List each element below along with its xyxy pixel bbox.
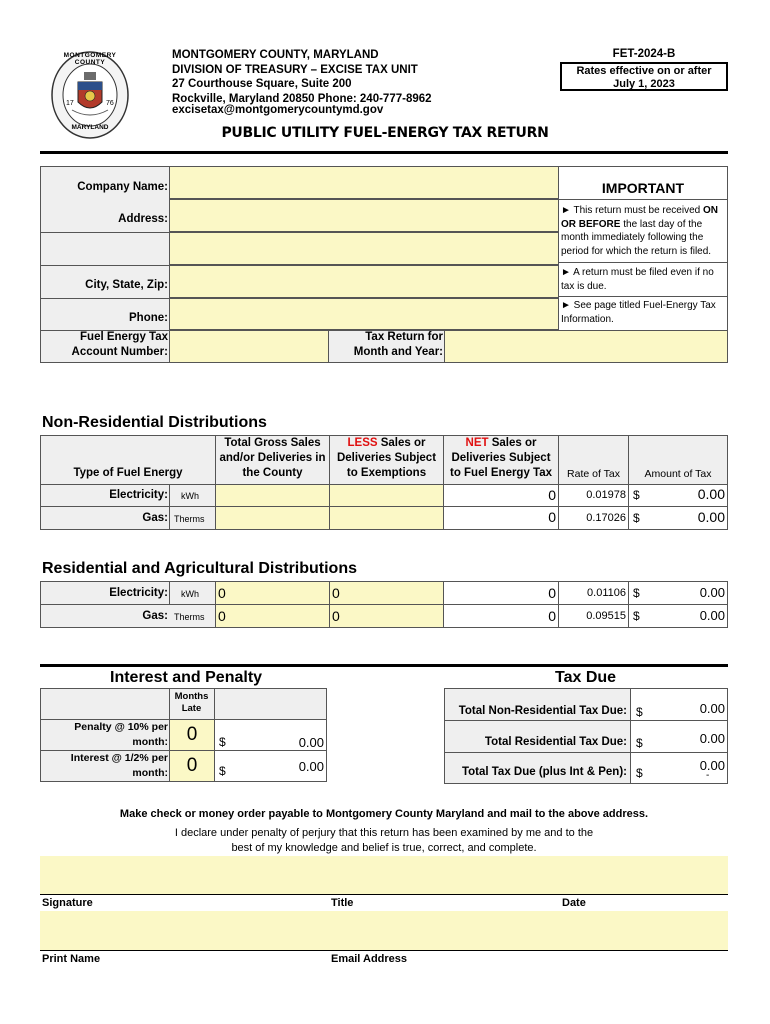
agency-email: excisetax@montgomerycountymd.gov: [172, 104, 384, 116]
nonres-gas-unit: Therms: [174, 514, 205, 524]
address-label: Address:: [118, 213, 168, 225]
res-gas-gross: 0: [218, 608, 226, 624]
title-label: Title: [331, 897, 354, 909]
res-electricity-unit: kWh: [181, 589, 199, 599]
res-electricity-gross: 0: [218, 585, 226, 601]
form-title: PUBLIC UTILITY FUEL-ENERGY TAX RETURN: [221, 125, 549, 141]
col-net-header: [443, 436, 559, 481]
city-state-zip-field[interactable]: [169, 265, 559, 298]
important-note-3: ► See page titled Fuel-Energy Tax Information.: [561, 300, 716, 325]
address-field-2[interactable]: [169, 232, 559, 265]
penalty-dollar: $: [219, 735, 226, 749]
important-title: IMPORTANT: [601, 180, 685, 196]
res-gas-net: 0: [548, 608, 556, 624]
total-nonres-label: Total Non-Residential Tax Due:: [458, 705, 627, 717]
res-electricity-less-field[interactable]: [329, 581, 444, 605]
interest-section-title: Interest and Penalty: [110, 669, 263, 686]
divider: [40, 232, 170, 233]
phone-label: Phone:: [129, 312, 168, 324]
nonres-electricity-less-field[interactable]: [329, 484, 444, 507]
interest-months: 0: [186, 755, 198, 776]
important-note-1: [561, 204, 725, 258]
net-rest-text: Sales or Deliveries Subject to Fuel Energy Tax: [449, 437, 553, 479]
nonres-electricity-dollar: $: [633, 488, 640, 502]
signature-field[interactable]: [40, 856, 728, 894]
res-gas-less: 0: [332, 608, 340, 624]
net-red-text: NET: [465, 437, 489, 449]
res-electricity-rate: 0.01106: [587, 587, 626, 599]
divider: [444, 720, 728, 721]
interest-label-line1: Interest @ 1/2% per: [70, 752, 168, 764]
agency-city-phone: Rockville, Maryland 20850 Phone: 240-777-8962: [172, 92, 432, 105]
nonres-gas-rate: 0.17026: [586, 512, 626, 524]
col-gross-header: Total Gross Sales and/or Deliveries in the County: [219, 437, 326, 479]
res-electricity-dollar: $: [633, 586, 640, 600]
note1-text-end: the last day of the month immediately following the period for which the return is filed.: [561, 218, 712, 257]
agency-division: DIVISION OF TREASURY – EXCISE TAX UNIT: [172, 63, 418, 76]
total-tax-due-dash: -: [706, 770, 710, 781]
rates-line1: Rates effective on or after: [576, 65, 712, 77]
penalty-months: 0: [186, 724, 198, 745]
divider: [558, 199, 728, 200]
account-number-label: [42, 330, 168, 360]
print-name-field[interactable]: [40, 911, 728, 950]
nonres-section-title: Non-Residential Distributions: [42, 414, 267, 431]
col-less-header: [329, 436, 444, 481]
res-gas-label: Gas:: [142, 610, 168, 622]
nonres-electricity-rate: 0.01978: [586, 489, 626, 501]
interest-dollar: $: [219, 764, 226, 778]
penalty-label-line1: Penalty @ 10% per: [74, 721, 168, 733]
divider: [169, 506, 170, 530]
res-electricity-net: 0: [548, 585, 556, 601]
agency-street: 27 Courthouse Square, Suite 200: [172, 78, 352, 90]
nonres-electricity-unit: kWh: [181, 491, 199, 501]
interest-label-line2: month:: [132, 767, 168, 779]
note1-bold-or-before: OR BEFORE: [561, 218, 621, 230]
divider: [444, 752, 728, 753]
divider: [558, 296, 728, 297]
month-label-line2: Month and Year:: [353, 346, 443, 358]
city-state-zip-label: City, State, Zip:: [85, 279, 168, 291]
divider: [40, 265, 170, 266]
signature-rule: [40, 894, 728, 895]
less-rest-text: Sales or Deliveries Subject to Exemptions: [336, 437, 437, 479]
county-seal: [50, 50, 130, 140]
note1-text: ► This return must be received: [561, 205, 703, 216]
company-name-field[interactable]: [169, 166, 559, 199]
res-gas-gross-field[interactable]: [215, 604, 330, 628]
nonres-gas-less-field[interactable]: [329, 506, 444, 530]
declaration-line1: I declare under penalty of perjury that this return has been examined by me and to the: [174, 827, 594, 839]
nonres-gas-dollar: $: [633, 511, 640, 525]
divider: [558, 262, 728, 263]
seal-year-left: 17: [66, 100, 74, 107]
interest-rule: [40, 664, 728, 667]
total-tax-due-amount: 0.00: [699, 758, 725, 773]
total-res-dollar: $: [636, 736, 643, 750]
agency-name: MONTGOMERY COUNTY, MARYLAND: [172, 49, 379, 61]
print-name-rule: [40, 950, 728, 951]
nonres-electricity-amount: 0.00: [697, 486, 725, 502]
rates-box: [560, 62, 728, 91]
taxdue-section-title: Tax Due: [555, 669, 617, 686]
month-year-field[interactable]: [444, 330, 728, 363]
penalty-amount: 0.00: [298, 735, 324, 750]
nonres-gas-label: Gas:: [142, 512, 168, 524]
res-gas-dollar: $: [633, 609, 640, 623]
title-rule: [40, 151, 728, 154]
divider: [40, 298, 170, 299]
total-tax-due-label: Total Tax Due (plus Int & Pen):: [461, 766, 627, 778]
res-section-title: Residential and Agricultural Distributions: [42, 560, 357, 577]
months-late-line2: Late: [181, 703, 202, 714]
res-electricity-label: Electricity:: [109, 587, 168, 599]
interest-label: [42, 751, 168, 781]
month-year-label: [330, 330, 443, 360]
col-type-header: Type of Fuel Energy: [73, 467, 183, 479]
address-field-1[interactable]: [169, 199, 559, 232]
res-gas-amount: 0.00: [699, 608, 725, 623]
col-amount-header: Amount of Tax: [644, 468, 712, 480]
total-res-label: Total Residential Tax Due:: [484, 736, 627, 748]
total-nonres-amount: 0.00: [699, 701, 725, 716]
interest-amount: 0.00: [298, 759, 324, 774]
payable-instructions: Make check or money order payable to Montgomery County Maryland and mail to the above address.: [119, 808, 649, 820]
account-number-field[interactable]: [169, 330, 329, 363]
declaration-line2: best of my knowledge and belief is true, correct, and complete.: [231, 842, 537, 854]
res-electricity-amount: 0.00: [699, 585, 725, 600]
company-name-label: Company Name:: [77, 181, 168, 193]
account-label-line1: Fuel Energy Tax: [80, 331, 168, 343]
res-gas-less-field[interactable]: [329, 604, 444, 628]
month-label-line1: Tax Return for: [365, 331, 443, 343]
res-electricity-less: 0: [332, 585, 340, 601]
nonres-gas-net: 0: [548, 509, 556, 525]
account-label-line2: Account Number:: [71, 346, 168, 358]
nonres-electricity-net: 0: [548, 487, 556, 503]
total-tax-due-dollar: $: [636, 766, 643, 780]
seal-bottom-text: MARYLAND: [71, 124, 109, 131]
months-late-line1: Months: [174, 691, 209, 702]
seal-year-right: 76: [106, 100, 114, 107]
email-label: Email Address: [331, 953, 408, 965]
penalty-label: [42, 720, 168, 750]
important-note-2: ► A return must be filed even if no tax is due.: [561, 267, 714, 292]
form-number: FET-2024-B: [612, 48, 676, 60]
penalty-label-line2: month:: [132, 736, 168, 748]
nonres-electricity-gross-field[interactable]: [215, 484, 330, 507]
total-res-amount: 0.00: [699, 731, 725, 746]
signature-label: Signature: [42, 897, 93, 909]
total-nonres-dollar: $: [636, 705, 643, 719]
less-red-text: LESS: [347, 437, 378, 449]
res-gas-unit: Therms: [174, 612, 205, 622]
phone-field[interactable]: [169, 298, 559, 330]
months-late-header: [169, 691, 214, 715]
divider: [214, 688, 215, 720]
date-label: Date: [562, 897, 586, 909]
res-gas-rate: 0.09515: [586, 610, 626, 622]
nonres-gas-amount: 0.00: [697, 509, 725, 525]
print-name-label: Print Name: [42, 953, 101, 965]
note1-bold-on: ON: [703, 205, 718, 216]
nonres-electricity-label: Electricity:: [109, 489, 168, 501]
res-electricity-gross-field[interactable]: [215, 581, 330, 605]
rates-line2: July 1, 2023: [613, 78, 675, 90]
nonres-gas-gross-field[interactable]: [215, 506, 330, 530]
col-rate-header: Rate of Tax: [567, 468, 620, 480]
seal-top-text: MONTGOMERY COUNTY: [63, 52, 117, 66]
